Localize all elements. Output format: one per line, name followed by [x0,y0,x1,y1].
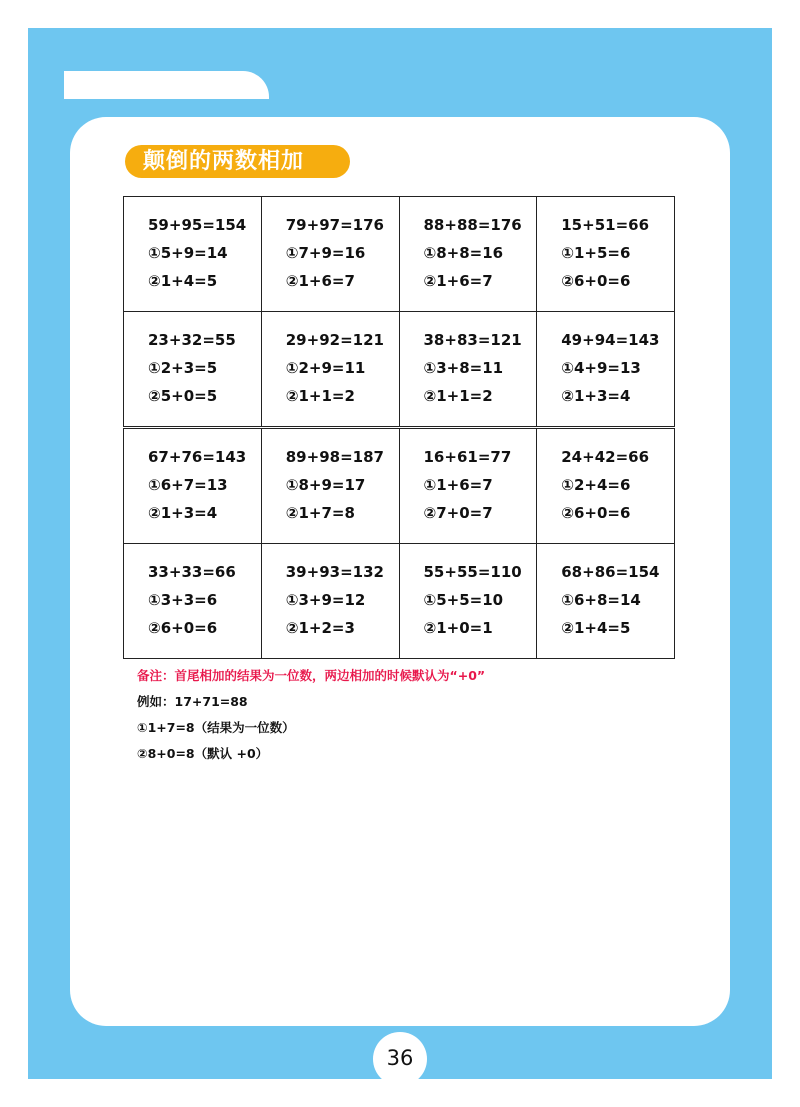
cell-step1: ①2+9=11 [285,359,366,377]
cell-step1: ①5+5=10 [423,591,504,609]
cell-sum: 38+83=121 [423,331,522,349]
header-tab [64,71,269,99]
cell-step1: ①3+9=12 [285,591,366,609]
cell-step2: ②1+1=2 [423,387,493,405]
grid-cell [124,312,262,428]
cell-step2: ②1+6=7 [285,272,355,290]
grid-cell [399,428,537,544]
grid-cell [399,312,537,428]
grid-cell [399,197,537,312]
cell-step1: ①5+9=14 [148,244,228,262]
page-number: 36 [373,1032,427,1086]
grid-cell [399,544,537,659]
cell-step1: ①2+4=6 [561,476,631,494]
grid-cell [537,197,675,312]
cell-step2: ②1+7=8 [285,504,355,522]
grid-cell [261,544,399,659]
cell-step1: ①8+8=16 [423,244,504,262]
cell-step1: ①1+5=6 [561,244,631,262]
grid-row [124,428,675,544]
cell-step1: ①4+9=13 [561,359,641,377]
cell-step1: ①6+8=14 [561,591,641,609]
grid-cell [261,312,399,428]
grid-cell [537,428,675,544]
cell-sum: 24+42=66 [561,448,650,466]
cell-step2: ②5+0=5 [148,387,218,405]
cell-step2: ②1+6=7 [423,272,493,290]
cell-step2: ②1+4=5 [561,619,631,637]
grid-cell [261,197,399,312]
grid-row [124,197,675,312]
cell-step2: ②1+3=4 [561,387,631,405]
cell-step2: ②7+0=7 [423,504,493,522]
remark-note: 备注：首尾相加的结果为一位数，两边相加的时候默认为“+0” [137,668,486,683]
example-step1: ①1+7=8（结果为一位数） [137,720,295,735]
cell-step2: ②6+0=6 [561,504,631,522]
cell-step2: ②6+0=6 [561,272,631,290]
cell-sum: 33+33=66 [148,563,236,581]
grid-cell [124,544,262,659]
cell-step2: ②6+0=6 [148,619,218,637]
cell-sum: 15+51=66 [561,216,650,234]
cell-step1: ①8+9=17 [285,476,366,494]
cell-step1: ①2+3=5 [148,359,218,377]
cell-step2: ②1+3=4 [148,504,218,522]
grid-cell [261,428,399,544]
example-line: 例如：17+71=88 [137,694,248,709]
cell-sum: 16+61=77 [423,448,512,466]
cell-step1: ①3+3=6 [148,591,218,609]
cell-sum: 55+55=110 [423,563,522,581]
cell-step2: ②1+0=1 [423,619,493,637]
cell-sum: 23+32=55 [148,331,236,349]
cell-sum: 79+97=176 [285,216,384,234]
cell-step1: ①1+6=7 [423,476,493,494]
cell-sum: 29+92=121 [285,331,384,349]
grid-cell [124,197,262,312]
cell-sum: 89+98=187 [285,448,384,466]
cell-step2: ②1+4=5 [148,272,218,290]
cell-sum: 88+88=176 [423,216,522,234]
cell-step2: ②1+2=3 [285,619,355,637]
grid-cell [537,544,675,659]
example-step2: ②8+0=8（默认 +0） [137,746,269,761]
grid-row [124,312,675,428]
page-title: 颠倒的两数相加 [125,145,350,178]
cell-sum: 68+86=154 [561,563,660,581]
grid-cell [537,312,675,428]
cell-step1: ①7+9=16 [285,244,366,262]
grid-row [124,544,675,659]
cell-sum: 39+93=132 [285,563,384,581]
grid-cell [124,428,262,544]
cell-step1: ①6+7=13 [148,476,228,494]
cell-sum: 59+95=154 [148,216,247,234]
cell-sum: 67+76=143 [148,448,247,466]
notes-section [137,663,485,767]
problem-grid [123,196,675,659]
cell-sum: 49+94=143 [561,331,660,349]
cell-step2: ②1+1=2 [285,387,355,405]
cell-step1: ①3+8=11 [423,359,504,377]
